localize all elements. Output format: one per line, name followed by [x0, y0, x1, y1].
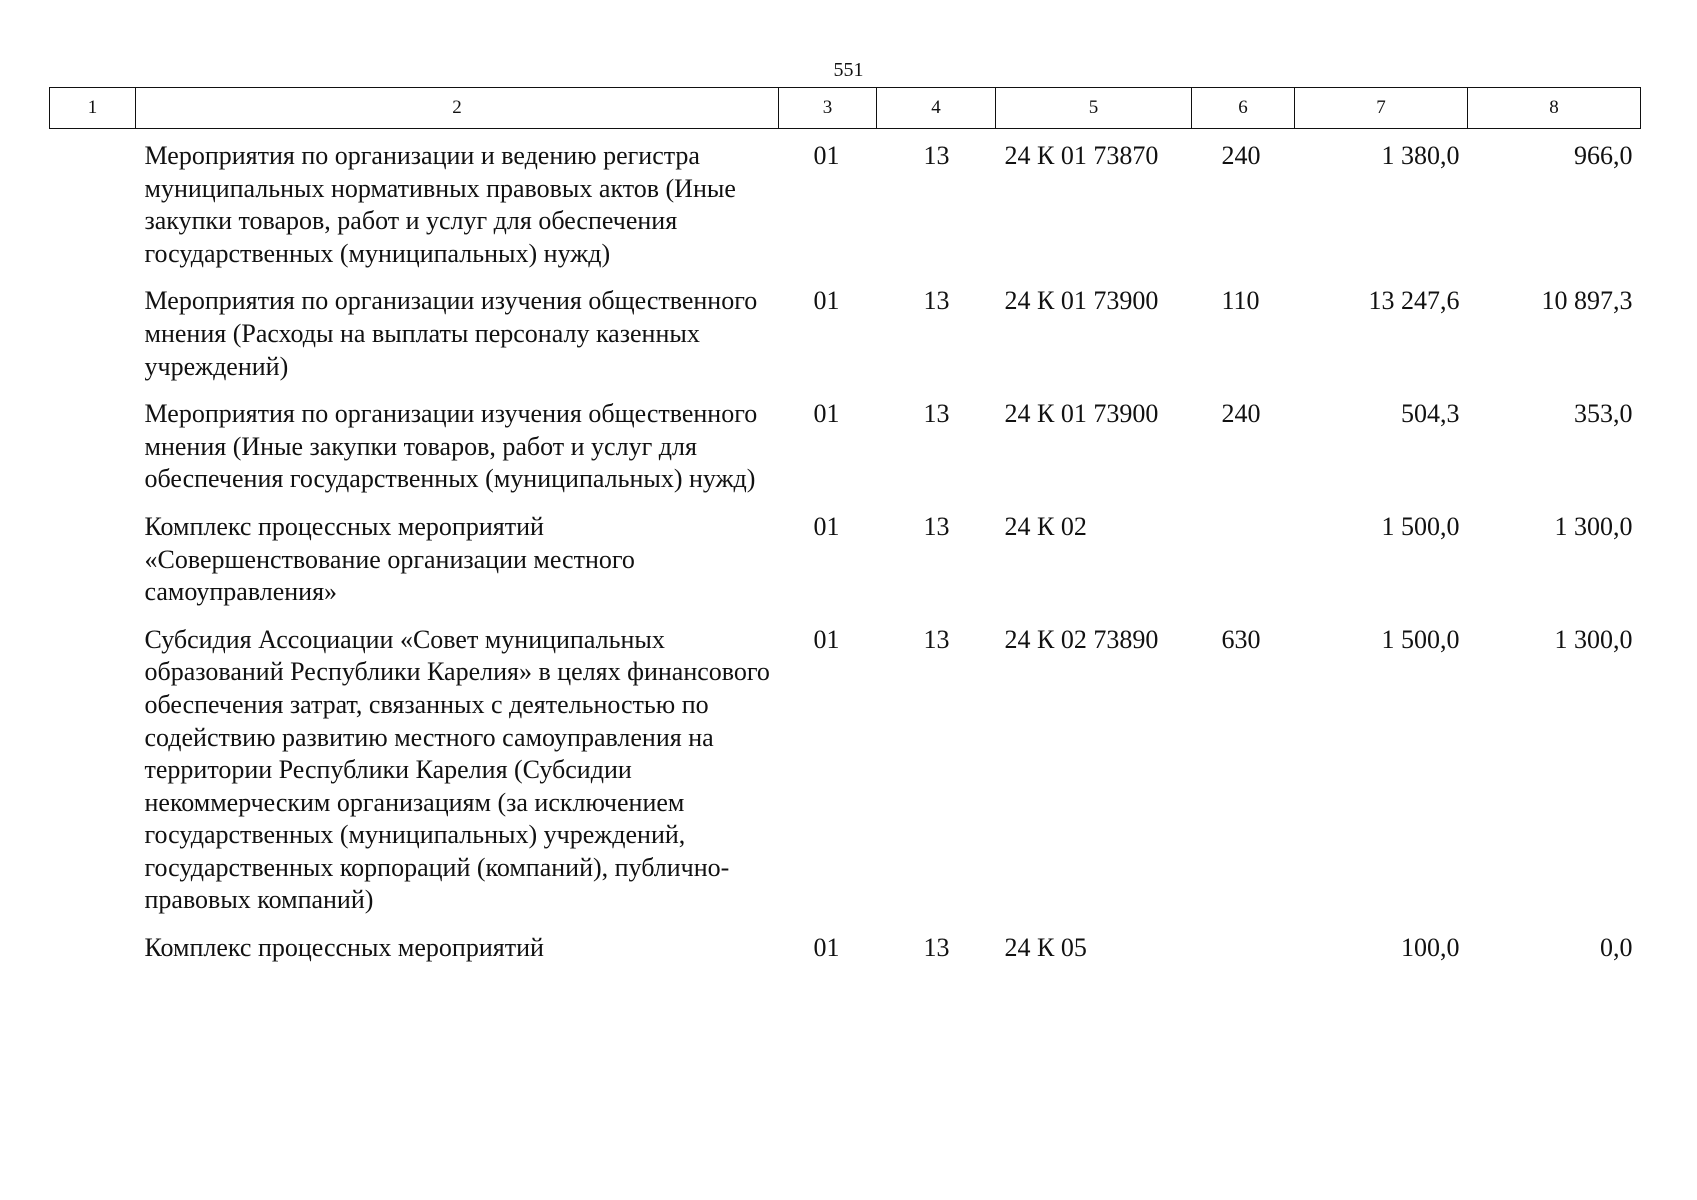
amount-year-1: 1 500,0: [1381, 511, 1460, 541]
header-col-5: 5: [996, 88, 1192, 129]
expense-type-code: 240: [1221, 141, 1261, 170]
section-code: 01: [813, 933, 840, 963]
row-index-cell: [50, 398, 136, 511]
expense-type-code: 630: [1221, 624, 1261, 654]
subsection-code: 13: [923, 933, 950, 963]
amount-year-1: 1 500,0: [1381, 624, 1460, 654]
section-code: 01: [813, 399, 840, 429]
row-index-cell: [50, 932, 136, 980]
amount-year-2: 353,0: [1574, 399, 1633, 429]
expense-name: Мероприятия по организации и ведению регистра муниципальных нормативных правовых актов (Иные закупки товаров, работ и услуг для обеспечения государственных (муниципальных) нужд): [144, 141, 736, 268]
subsection-code: 13: [923, 511, 950, 541]
target-item-code: 24 К 01 73900: [1004, 399, 1159, 429]
amount-year-2: 1 300,0: [1554, 624, 1633, 654]
target-item-code: 24 К 05: [1004, 933, 1087, 963]
header-col-4: 4: [877, 88, 996, 129]
subsection-code: 13: [923, 286, 950, 316]
section-code: 01: [813, 286, 840, 316]
amount-year-1: 504,3: [1401, 399, 1460, 429]
amount-year-1: 100,0: [1401, 933, 1460, 963]
header-col-6: 6: [1192, 88, 1295, 129]
table-row: [50, 129, 1641, 286]
header-col-2: 2: [136, 88, 779, 129]
row-index-cell: [50, 129, 136, 286]
header-row: [50, 88, 1641, 129]
expense-name: Комплекс процессных мероприятий «Совершенствование организации местного самоуправления»: [144, 511, 635, 607]
expense-name: Комплекс процессных мероприятий: [144, 933, 544, 963]
subsection-code: 13: [923, 624, 950, 654]
budget-table: [49, 87, 1641, 980]
table-row: [50, 932, 1641, 980]
expense-type-code: [1192, 511, 1295, 624]
row-index-cell: [50, 285, 136, 398]
header-col-3: 3: [779, 88, 877, 129]
section-code: 01: [813, 141, 840, 170]
target-item-code: 24 К 01 73900: [1004, 286, 1159, 316]
target-item-code: 24 К 02: [1004, 511, 1087, 541]
header-col-7: 7: [1295, 88, 1468, 129]
expense-name: Мероприятия по организации изучения общественного мнения (Расходы на выплаты персоналу казенных учреждений): [144, 286, 758, 381]
expense-name: Мероприятия по организации изучения общественного мнения (Иные закупки товаров, работ и услуг для обеспечения государственных (муниципальных) нужд): [144, 399, 758, 494]
section-code: 01: [813, 624, 840, 654]
expense-type-code: [1192, 932, 1295, 980]
amount-year-2: 966,0: [1574, 141, 1633, 170]
table-row: [50, 398, 1641, 511]
table-row: [50, 285, 1641, 398]
expense-type-code: 240: [1221, 399, 1261, 429]
row-index-cell: [50, 511, 136, 624]
section-code: 01: [813, 511, 840, 541]
amount-year-2: 0,0: [1600, 933, 1633, 963]
page-number: 551: [833, 59, 864, 81]
header-col-8: 8: [1468, 88, 1641, 129]
table-row: [50, 511, 1641, 624]
target-item-code: 24 К 01 73870: [1004, 141, 1159, 170]
target-item-code: 24 К 02 73890: [1004, 624, 1159, 654]
amount-year-2: 10 897,3: [1541, 286, 1633, 316]
amount-year-1: 1 380,0: [1381, 141, 1460, 170]
expense-type-code: 110: [1221, 286, 1260, 316]
expense-name: Субсидия Ассоциации «Совет муниципальных образований Республики Карелия» в целях финансового обеспечения затрат, связанных с деятельностью по содействию развитию местного самоуправления на территории Республики Карелия (Субсидии некоммерческим организациям (за исключением государственных (муниципальных) учреждений, государственных корпораций (компаний), публично-правовых компаний): [144, 624, 770, 915]
amount-year-1: 13 247,6: [1368, 286, 1460, 316]
subsection-code: 13: [923, 141, 950, 170]
header-col-1: 1: [50, 88, 136, 129]
row-index-cell: [50, 624, 136, 932]
table-row: [50, 624, 1641, 932]
amount-year-2: 1 300,0: [1554, 511, 1633, 541]
subsection-code: 13: [923, 399, 950, 429]
